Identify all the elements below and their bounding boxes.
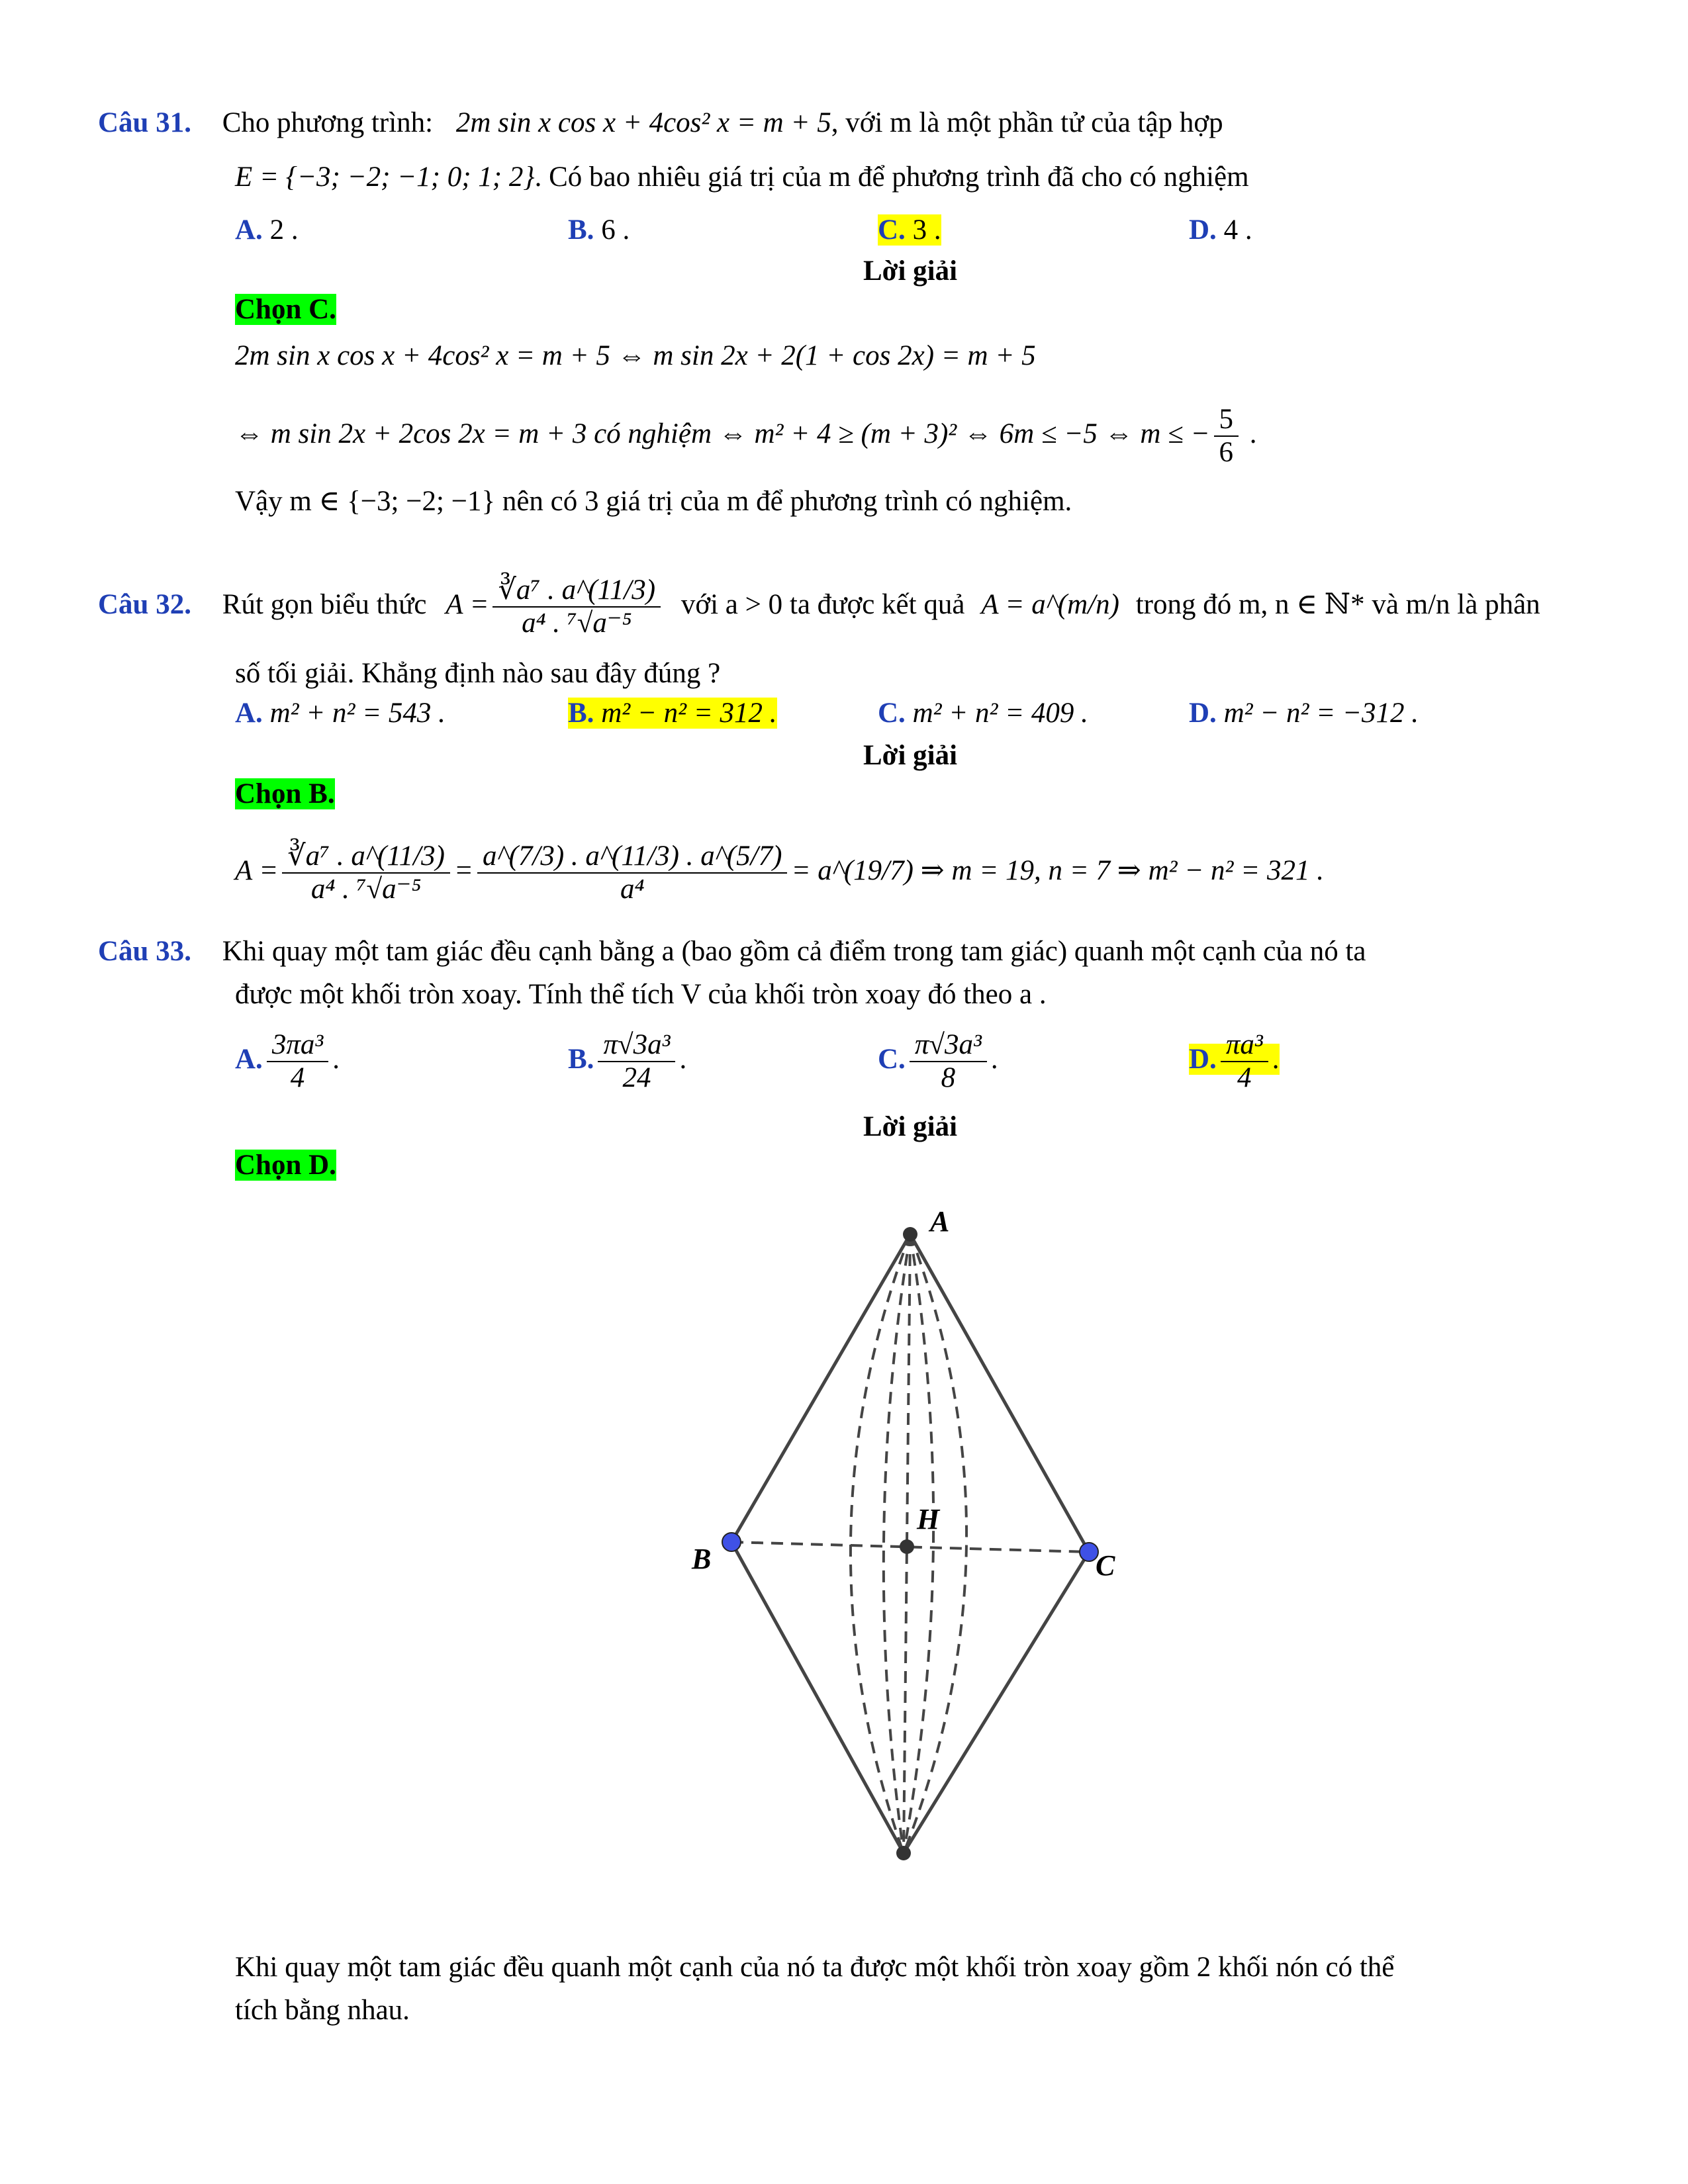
edge-AB — [731, 1234, 910, 1542]
q31-option-b-label: B. — [568, 214, 594, 246]
q33-line2: được một khối tròn xoay. Tính thể tích V của khối tròn xoay đó theo a . — [235, 979, 1047, 1010]
q32-line1: Câu 32. Rút gọn biểu thức A = $\frac{\text{∛a⁷ . a\textasciicircum{}(11/3)}}{\text{a⁴ . ⁷√a⁻⁵}}$ với a > 0 ta được kết quả A = a^(m/n) trong đó m, n ∈ ℕ* và m/n là phân — [98, 574, 1540, 639]
q33-conclusion-1: Khi quay một tam giác đều quanh một cạnh của nó ta được một khối tròn xoay gồm 2 khối nón có thể — [235, 1952, 1395, 1983]
q31-option-d-value: 4 . — [1223, 214, 1252, 246]
q31-step2-fraction: $\frac{5}{6}$ — [1214, 404, 1239, 469]
point-H — [900, 1539, 914, 1554]
q33-text1: Khi quay một tam giác đều cạnh bằng a (bao gồm cả điểm trong tam giác) quanh một cạnh của nó ta — [222, 936, 1366, 967]
q31-option-a-label: A. — [235, 214, 263, 246]
q33-option-b[interactable]: B. $\frac{\text{π√3a³}}{24}$ . — [568, 1029, 687, 1093]
q32-choose: Chọn B. — [235, 778, 335, 809]
edge-BD — [731, 1542, 904, 1853]
label-A: A — [930, 1205, 950, 1238]
q31-ask: . Có bao nhiêu giá trị của m để phương trình đã cho có nghiệm — [534, 161, 1249, 193]
label-C: C — [1096, 1549, 1115, 1582]
q32-expression: $\frac{\text{∛a⁷ . a\textasciicircum{}(11/3)}}{\text{a⁴ . ⁷√a⁻⁵}}$ — [492, 574, 661, 639]
q33-option-a[interactable]: A. $\frac{\text{3πa³}}{4}$ . — [235, 1029, 340, 1093]
q32-solution-step: A = $\frac{\text{∛a⁷ . a\textasciicircum{}(11/3)}}{\text{a⁴ . ⁷√a⁻⁵}}$ = $\frac{a\^{}(7/3) . a\^{}(11/3) . a\^{}(5/7)}{\text{a⁴}}$ = a^(19/7) ⇒ m = 19, n = 7 ⇒ m² − n² = 321 . — [235, 841, 1324, 905]
q33-number: Câu 33. — [98, 936, 191, 967]
q31-set: E = {−3; −2; −1; 0; 1; 2} — [235, 161, 535, 193]
q32-option-c[interactable]: C. m² + n² = 409 . — [878, 698, 1088, 729]
q32-solution-title: Lời giải — [863, 740, 958, 771]
q31-option-c-value: 3 . — [912, 214, 941, 246]
q31-step1: 2m sin x cos x + 4cos² x = m + 5 ⇔ m sin 2x + 2(1 + cos 2x) = m + 5 — [235, 340, 1036, 371]
q31-choose: Chọn C. — [235, 294, 336, 325]
q32-option-b[interactable]: B. m² − n² = 312 . — [568, 698, 777, 729]
label-H: H — [917, 1503, 940, 1535]
q31-option-d-label: D. — [1189, 214, 1217, 246]
q32-option-d[interactable]: D. m² − n² = −312 . — [1189, 698, 1419, 729]
point-A — [903, 1227, 917, 1242]
q31-step2: ⇔ m sin 2x + 2cos 2x = m + 3 có nghiệm ⇔ m² + 4 ≥ (m + 3)² ⇔ 6m ≤ −5 ⇔ m ≤ − $\frac{5}{6}$ . — [235, 404, 1257, 468]
q31-intro: Cho phương trình: — [222, 107, 434, 138]
q31-equation: 2m sin x cos x + 4cos² x = m + 5 — [455, 107, 831, 138]
q31-number: Câu 31. — [98, 107, 191, 138]
q33-conclusion-2: tích bằng nhau. — [235, 1995, 410, 2026]
q32-mid: với a > 0 ta được kết quả — [680, 588, 965, 620]
q32-option-a[interactable]: A. m² + n² = 543 . — [235, 698, 445, 729]
label-B: B — [692, 1543, 712, 1575]
q33-choose: Chọn D. — [235, 1150, 336, 1181]
q31-step3: Vậy m ∈ {−3; −2; −1} nên có 3 giá trị của m để phương trình có nghiệm. — [235, 486, 1072, 517]
q32-line2: số tối giải. Khẳng định nào sau đây đúng ? — [235, 658, 721, 689]
q31-option-a-value: 2 . — [269, 214, 299, 246]
q33-option-d[interactable]: D. $\frac{\text{πa³}}{4}$ . — [1189, 1029, 1280, 1093]
point-D — [896, 1846, 911, 1860]
point-B — [722, 1533, 741, 1551]
q31-cont: , với m là một phần tử của tập hợp — [831, 107, 1223, 138]
q32-intro: Rút gọn biểu thức — [222, 588, 427, 620]
q33-solution-title: Lời giải — [863, 1111, 958, 1142]
q33-option-c[interactable]: C. $\frac{\text{π√3a³}}{8}$ . — [878, 1029, 998, 1093]
q31-option-c-label: C. — [878, 214, 906, 246]
q31-option-b-value: 6 . — [601, 214, 630, 246]
q31-solution-title: Lời giải — [863, 255, 958, 287]
q32-tail: trong đó m, n ∈ ℕ* và m/n là phân — [1135, 588, 1540, 620]
q32-number: Câu 32. — [98, 588, 191, 620]
q32-result: A = a^(m/n) — [981, 588, 1119, 620]
